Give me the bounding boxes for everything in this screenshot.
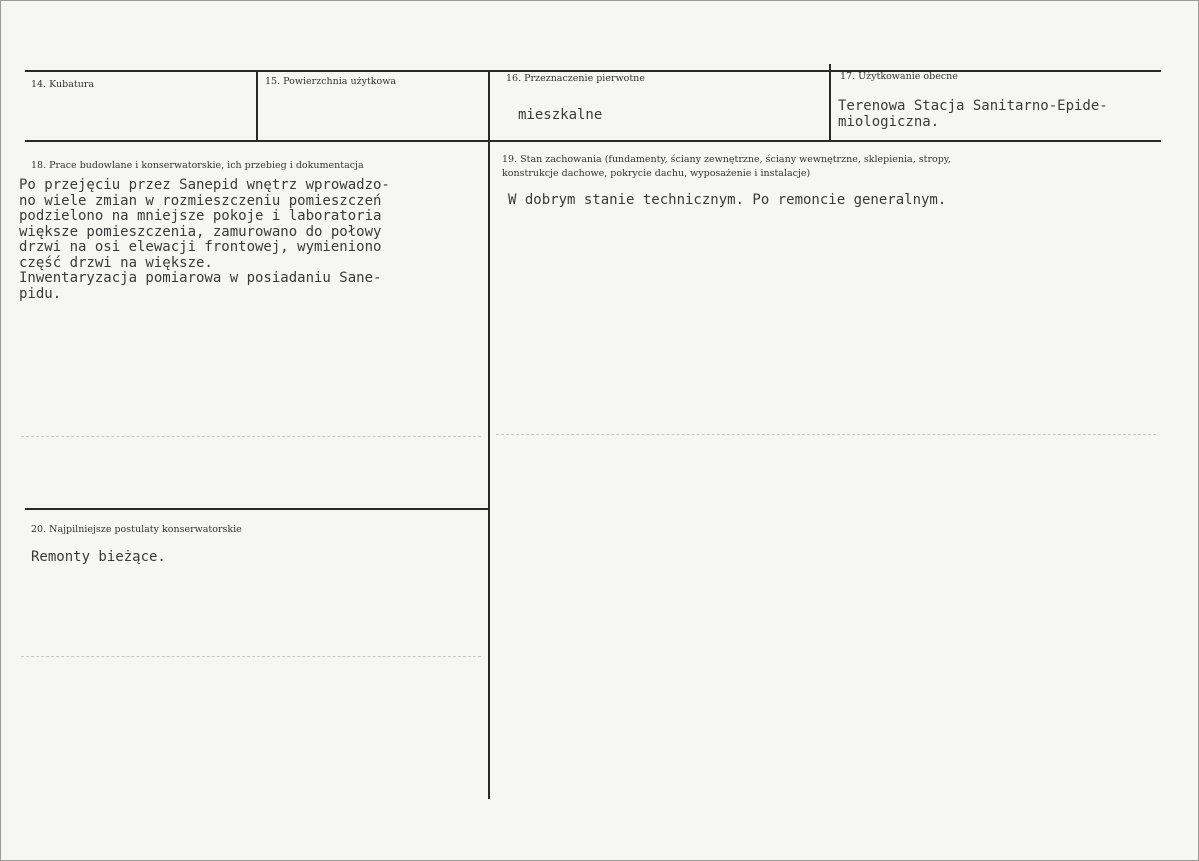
guide-line — [21, 656, 481, 658]
field-17-label: 17. Użytkowanie obecne — [840, 71, 958, 82]
field-14-label: 14. Kubatura — [31, 79, 95, 90]
row1-bottom-rule — [25, 140, 1161, 142]
field-18-value: Po przejęciu przez Sanepid wnętrz wprowadzo- no wiele zmian w rozmieszczeniu pomieszczeń podzielono na mniejsze pokoje i laboratoria większe pomieszczenia, zamurowano do połowy drzwi na osi elewacji frontowej, wymieniono część drzwi na większe. Inwentaryzacja pomiarowa w posiadaniu Sane- pidu. — [19, 177, 390, 302]
divider-16-17 — [829, 64, 831, 142]
field-16-label: 16. Przeznaczenie pierwotne — [506, 73, 645, 84]
top-rule — [25, 70, 1161, 72]
guide-line — [496, 434, 1156, 436]
field-19-label-line2: konstrukcje dachowe, pokrycie dachu, wyposażenie i instalacje) — [502, 168, 811, 179]
guide-line — [21, 436, 481, 438]
divider-14-15 — [256, 71, 258, 142]
field-19-label-line1: 19. Stan zachowania (fundamenty, ściany zewnętrzne, ściany wewnętrzne, sklepienia, stropy, — [502, 154, 951, 165]
field-17-value: Terenowa Stacja Sanitarno-Epide- miologiczna. — [838, 98, 1108, 130]
field-20-label: 20. Najpilniejsze postulaty konserwatorskie — [31, 524, 242, 535]
field18-bottom-rule — [25, 508, 489, 510]
field-15-label: 15. Powierzchnia użytkowa — [265, 76, 397, 87]
field-16-value: mieszkalne — [518, 107, 603, 123]
field-19-value: W dobrym stanie technicznym. Po remoncie generalnym. — [508, 192, 947, 208]
field-18-label: 18. Prace budowlane i konserwatorskie, ich przebieg i dokumentacja — [31, 160, 364, 171]
divider-15-16 — [488, 71, 490, 799]
field-20-value: Remonty bieżące. — [31, 549, 166, 565]
